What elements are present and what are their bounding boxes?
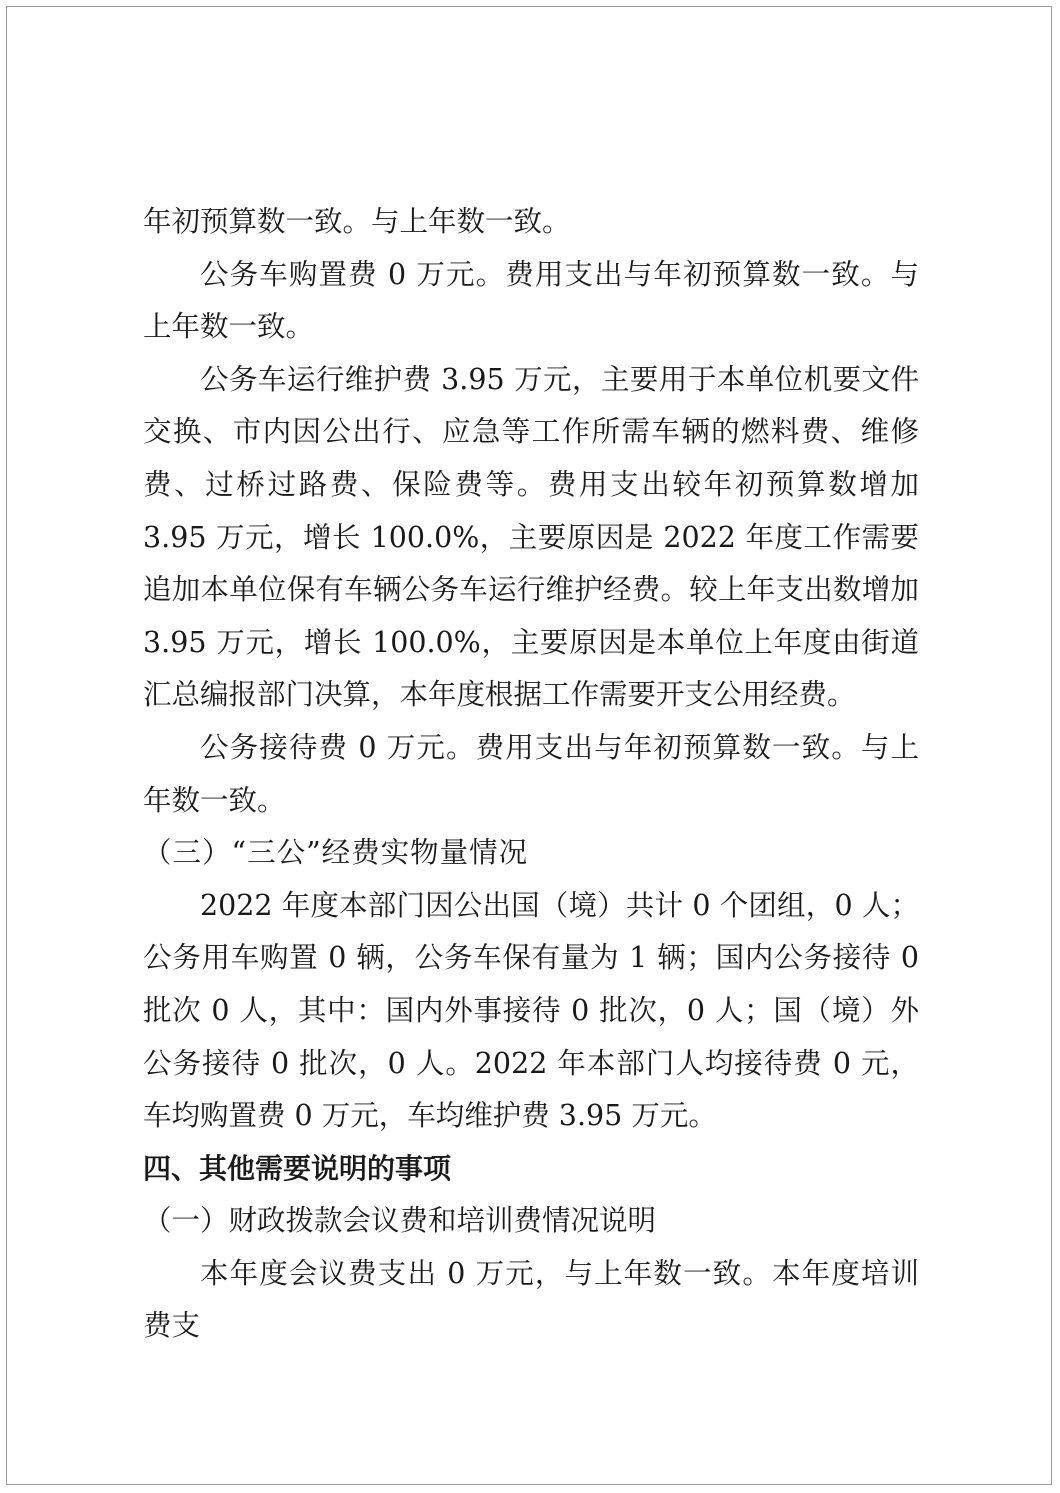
heading-meeting-training: （一）财政拨款会议费和培训费情况说明	[143, 1204, 657, 1238]
document-body	[143, 196, 919, 1353]
heading-other-matters: 四、其他需要说明的事项	[143, 1151, 452, 1185]
paragraph-physical-quantity: 2022 年度本部门因公出国（境）共计 0 个团组，0 人；公务用车购置 0 辆，公务车保有量为 1 辆；国内公务接待 0 批次 0 人，其中：国内外事接待 0 批次，0 人；国（境）外公务接待 0 批次，0 人。2022 年本部门人均接待费 0 元，车均购置费 0 万元，车均维护费 3.95 万元。	[143, 888, 919, 1133]
paragraph-meeting-fee: 本年度会议费支出 0 万元，与上年数一致。本年度培训费支	[143, 1256, 919, 1343]
paragraph-car-maintenance: 公务车运行维护费 3.95 万元，主要用于本单位机要文件交换、市内因公出行、应急等工作所需车辆的燃料费、维修费、过桥过路费、保险费等。费用支出较年初预算数增加 3.95 万元，增长 100.0%，主要原因是 2022 年度工作需要追加本单位保有车辆公务车运行维护经费。较上年支出数增加 3.95 万元，增长 100.0%，主要原因是本单位上年度由街道汇总编报部门决算，本年度根据工作需要开支公用经费。	[143, 362, 919, 712]
paragraph-car-purchase: 公务车购置费 0 万元。费用支出与年初预算数一致。与上年数一致。	[143, 257, 919, 344]
paragraph-reception: 公务接待费 0 万元。费用支出与年初预算数一致。与上年数一致。	[143, 730, 919, 817]
paragraph-continued-budget: 年初预算数一致。与上年数一致。	[143, 205, 571, 238]
heading-three-public-physical: （三）“三公”经费实物量情况	[143, 836, 529, 870]
